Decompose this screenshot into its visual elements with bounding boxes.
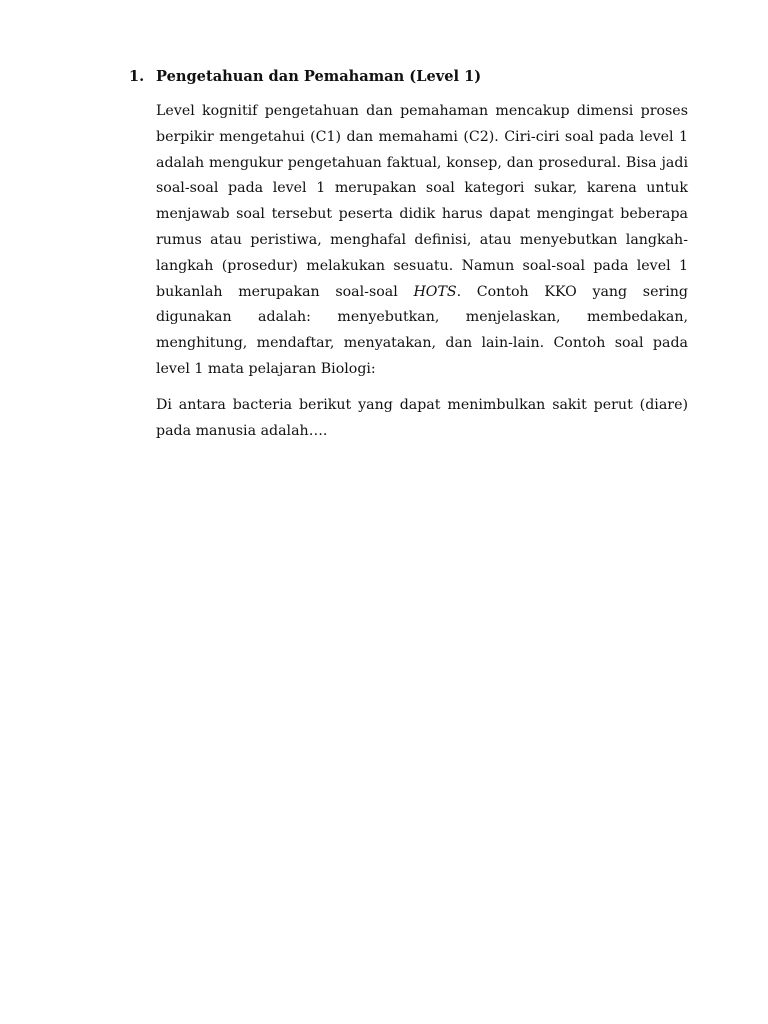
section-number: 1. [129,68,145,85]
body-paragraph [156,99,688,383]
paragraph-text-part: Level kognitif pengetahuan dan pemahaman mencakup dimensi proses berpikir mengetahui (C1) dan memahami (C2). Ciri-ciri soal pada level 1 adalah mengukur pengetahuan faktual, konsep, dan prosedural. Bisa jadi soal-soal pada level 1 merupakan soal kategori sukar, karena untuk menjawab soal tersebut peserta didik harus dapat mengingat beberapa rumus atau peristiwa, menghafal definisi, atau menyebutkan langkah-langkah (prosedur) melakukan sesuatu. Namun soal-soal pada level 1 bukanlah merupakan soal-soal [156,103,688,300]
paragraph-text-part: . Contoh KKO yang sering digunakan adalah: menyebutkan, menjelaskan, membedakan, menghitung, mendaftar, menyatakan, dan lain-lain. Contoh soal pada level 1 mata pelajaran Biologi: [156,283,688,377]
hots-term: HOTS [413,283,457,300]
section-title: Pengetahuan dan Pemahaman (Level 1) [156,68,482,85]
section-heading [129,67,481,87]
example-question-paragraph: Di antara bacteria berikut yang dapat menimbulkan sakit perut (diare) pada manusia adalah…. [156,397,688,439]
